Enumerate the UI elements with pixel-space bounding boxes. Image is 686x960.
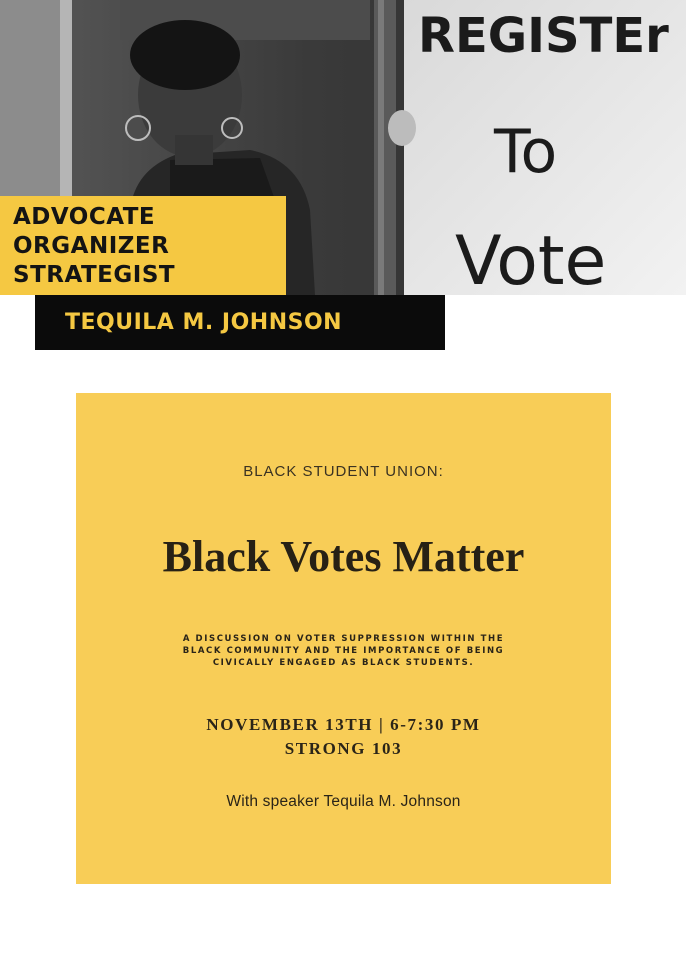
description-line: CIVICALLY ENGAGED AS BLACK STUDENTS. <box>212 658 475 668</box>
event-when-where <box>76 713 611 761</box>
sign-line-vote: Vote <box>455 222 607 295</box>
event-location: STRONG 103 <box>284 739 403 758</box>
roles-tag <box>0 196 286 295</box>
event-title: Black Votes Matter <box>162 532 525 581</box>
speaker-name-tag: TEQUILA M. JOHNSON <box>35 295 445 350</box>
sign-line-register: REGISTEr <box>418 8 669 64</box>
event-speaker: With speaker Tequila M. Johnson <box>226 793 461 810</box>
description-line: BLACK COMMUNITY AND THE IMPORTANCE OF BEING <box>182 646 505 656</box>
description-line: A DISCUSSION ON VOTER SUPPRESSION WITHIN THE <box>182 634 505 644</box>
role-organizer: ORGANIZER <box>13 233 170 259</box>
event-datetime: NOVEMBER 13TH | 6-7:30 PM <box>206 715 481 734</box>
event-description <box>76 633 611 669</box>
sign-line-to: To <box>494 117 558 187</box>
role-advocate: ADVOCATE <box>13 204 156 230</box>
organization-name: BLACK STUDENT UNION: <box>243 463 444 480</box>
event-card <box>76 393 611 884</box>
role-strategist: STRATEGIST <box>13 262 176 288</box>
